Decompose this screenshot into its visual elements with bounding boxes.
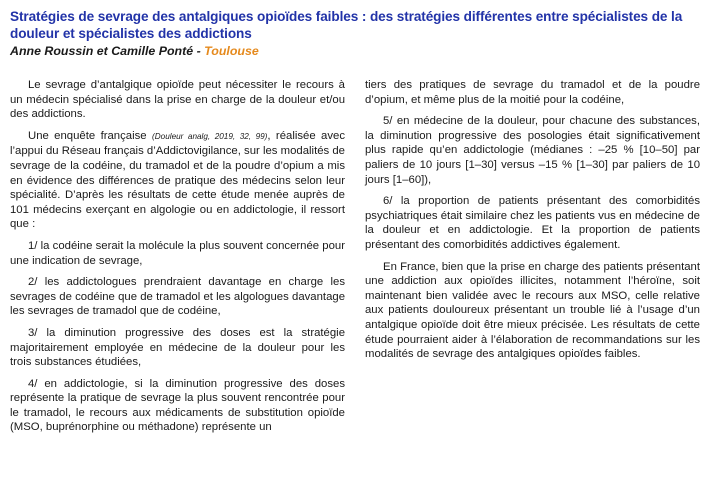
finding-6: 6/ la proportion de patients présentant des comorbidités psychiatriques était similaire chez les patients vus en médecine de la douleur et en addictologie. Et la proportion de patients présentant des comorbidités addictives également. (365, 195, 700, 251)
author-city: Toulouse (204, 44, 259, 58)
finding-4-continued: tiers des pratiques de sevrage du tramadol et de la poudre d’opium, et même plus de la moitié pour la codéine, (365, 79, 700, 106)
right-column (365, 78, 700, 442)
conclusion-paragraph: En France, bien que la prise en charge des patients présentant une addiction aux opioïdes illicites, notamment l’héroïne, soit maintenant bien validée avec le recours aux MSO, celle relative aux patients douloureux présentant un trouble lié à l’usage d’un antalgique opioïde doit être mieux précisée. Les résultats de cette étude pourraient aider à l’élaboration de recommandations sur les modalités de sevrage des antalgiques opioïdes faibles. (365, 260, 700, 361)
author-names: Anne Roussin et Camille Ponté (10, 44, 194, 58)
survey-paragraph (10, 129, 345, 232)
finding-2: 2/ les addictologues prendraient davantage en charge les sevrages de codéine que de tramadol et les algologues davantage les sevrages de tramadol que de codéine, (10, 276, 345, 318)
finding-4: 4/ en addictologie, si la diminution progressive des doses représente la pratique de sevrage la plus souvent rencontrée pour le tramadol, le recours aux médicaments de substitution opioïde (MSO, buprénorphine ou méthadone) représente un (10, 377, 345, 434)
article-title: Stratégies de sevrage des antalgiques opioïdes faibles : des stratégies différentes entre spécialistes de la douleur et spécialistes des addictions (10, 9, 683, 41)
finding-1: 1/ la codéine serait la molécule la plus souvent concernée pour une indication de sevrage, (10, 239, 345, 267)
finding-5: 5/ en médecine de la douleur, pour chacune des substances, la diminution progressive des posologies était significativement plus rapide qu’en addictologie (médianes : –25 % [10–50] par paliers de 10 jours [1–30] versus –15 % [1–30] par paliers de 10 jours [1–60]), (365, 115, 700, 186)
survey-lead: Une enquête française (28, 129, 147, 142)
left-column (10, 78, 345, 442)
article-authors (10, 44, 701, 59)
citation: (Douleur analg, 2019, 32, 99) (152, 131, 268, 141)
intro-paragraph: Le sevrage d’antalgique opioïde peut nécessiter le recours à un médecin spécialisé dans la prise en charge de la douleur et/ou des addictions. (10, 79, 345, 121)
article-body (10, 78, 700, 442)
survey-body: , réalisée avec l’appui du Réseau français d’Addictovigilance, sur les modalités de sevrage de la codéine, du tramadol et de la poudre d’opium a mis en évidence des différences de pratique des médecins selon leur spécialité. D’après les résultats de cette étude menée auprès de 101 médecins exerçant en algologie ou en addictologie, il ressort que : (10, 129, 345, 231)
finding-3: 3/ la diminution progressive des doses est la stratégie majoritairement employée en médecine de la douleur pour les trois substances étudiées, (10, 326, 345, 369)
author-separator: - (193, 44, 205, 58)
